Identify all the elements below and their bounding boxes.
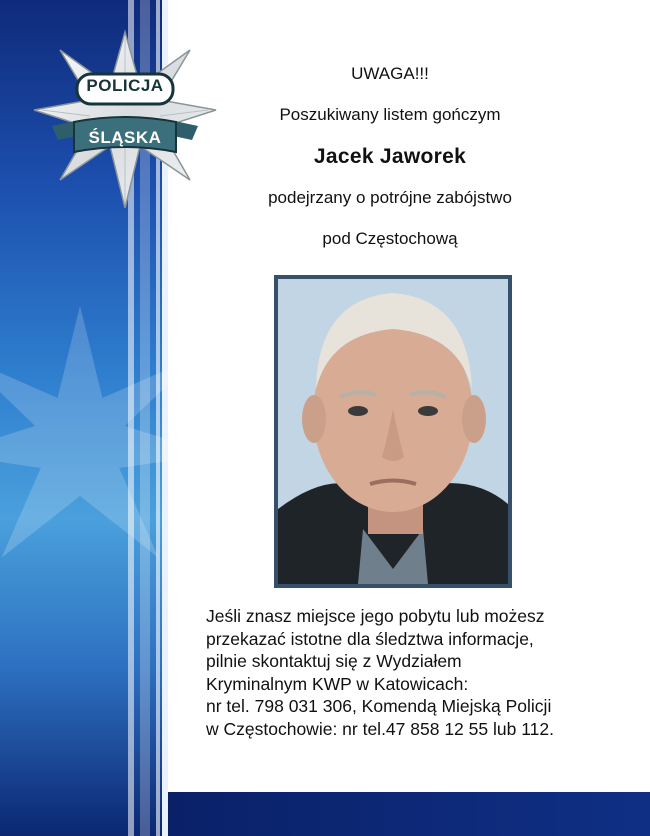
suspect-photo — [278, 279, 508, 584]
contact-line: Kryminalnym KWP w Katowicach: — [206, 673, 469, 694]
logo-text-bottom: ŚLĄSKA — [88, 128, 162, 147]
police-badge-logo — [30, 28, 220, 218]
portrait-image — [278, 279, 508, 584]
contact-line: w Częstochowie: nr tel.47 858 12 55 lub 112. — [206, 718, 554, 739]
place-line: pod Częstochową — [322, 229, 458, 248]
ghost-star-icon — [0, 300, 168, 580]
alert-heading: UWAGA!!! — [351, 64, 429, 83]
contact-line: nr tel. 798 031 306, Komendą Miejską Policji — [206, 696, 552, 716]
logo-text-top: POLICJA — [86, 76, 164, 95]
contact-line: pilnie skontaktuj się z Wydziałem — [206, 651, 462, 671]
photo-frame — [274, 275, 512, 588]
contact-line: przekazać istotne dla śledztwa informacje, — [206, 628, 534, 649]
suspect-name: Jacek Jaworek — [313, 145, 467, 168]
contact-paragraph — [206, 605, 626, 740]
wanted-line: Poszukiwany listem gończym — [279, 105, 501, 124]
star-badge-icon — [30, 28, 220, 218]
contact-line: Jeśli znasz miejsce jego pobytu lub możesz — [206, 606, 545, 626]
bottom-band — [168, 792, 650, 836]
suspicion-line: podejrzany o potrójne zabójstwo — [268, 188, 512, 207]
